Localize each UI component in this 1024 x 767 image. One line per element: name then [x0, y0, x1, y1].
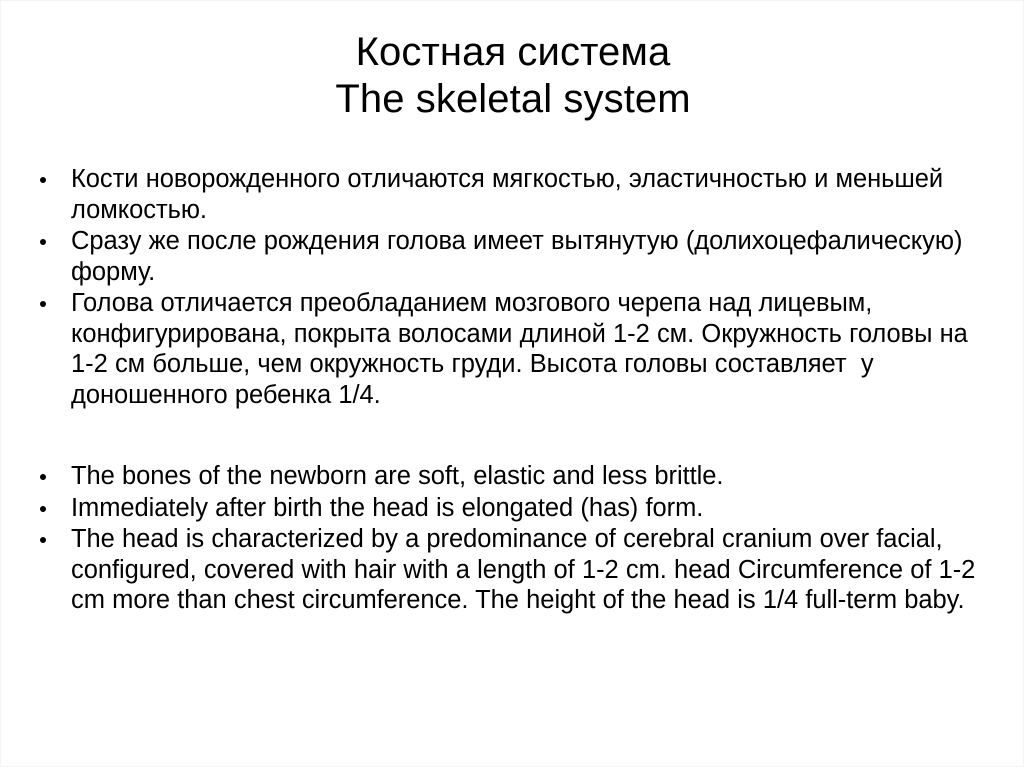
bullet-group-russian: [25, 164, 997, 410]
list-item: The bones of the newborn are soft, elastic and less brittle.: [25, 461, 997, 492]
list-item: The head is characterized by a predominance of cerebral cranium over facial, configured, covered with hair with a length of 1-2 cm. head Circumference of 1-2 cm more than chest circumference. The height of the head is 1/4 full-term baby.: [25, 524, 997, 616]
list-item: Сразу же после рождения голова имеет вытянутую (долихоцефалическую) форму.: [25, 226, 997, 287]
bullet-group-spacer: [25, 411, 997, 461]
list-item: Кости новорожденного отличаются мягкостью, эластичностью и меньшей ломкостью.: [25, 164, 997, 225]
slide-body: [25, 164, 997, 617]
list-item: Immediately after birth the head is elongated (has) form.: [25, 493, 997, 524]
list-item: Голова отличается преобладанием мозгового черепа над лицевым, конфигурирована, покрыта волосами длиной 1-2 см. Окружность головы на 1-2 см больше, чем окружность груди. Высота головы составляет у доношенного ребенка 1/4.: [25, 288, 997, 410]
title-line-english: The skeletal system: [335, 77, 691, 121]
title-line-russian: Костная система: [355, 30, 671, 74]
slide-title: [1, 29, 1024, 123]
bullet-group-english: [25, 461, 997, 616]
